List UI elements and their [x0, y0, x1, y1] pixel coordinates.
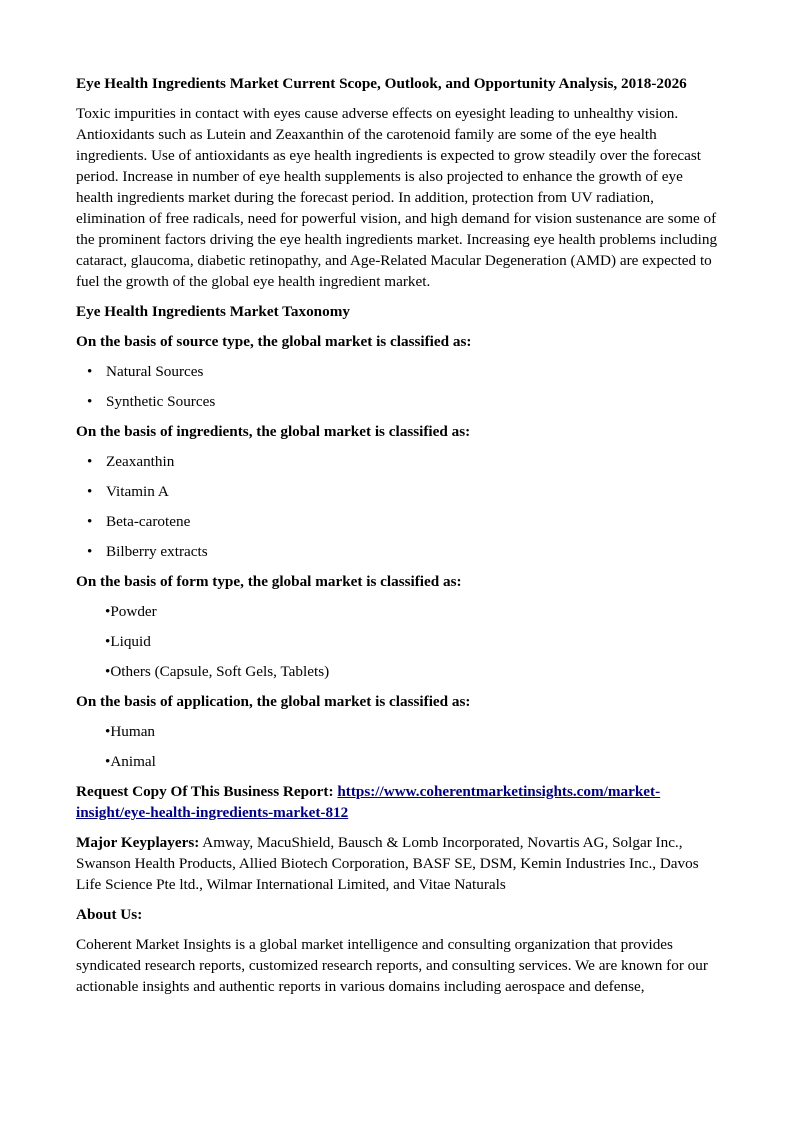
- list-item: [76, 511, 721, 532]
- source-type-heading: On the basis of source type, the global market is classified as:: [76, 333, 472, 350]
- document-page: [76, 73, 721, 1006]
- list-item-label: Synthetic Sources: [106, 393, 216, 410]
- list-item: [76, 451, 721, 472]
- list-item: [76, 541, 721, 562]
- list-item: [76, 481, 721, 502]
- list-item-label: Vitamin A: [106, 483, 169, 500]
- about-paragraph: Coherent Market Insights is a global market intelligence and consulting organization that provides syndicated research reports, customized research reports, and consulting services. We are known for our actionable insights and authentic reports in various domains including aerospace and defense,: [76, 936, 708, 995]
- list-item: •Powder: [105, 603, 157, 620]
- ingredients-list: [76, 451, 721, 562]
- bullet-icon: •: [87, 393, 93, 410]
- application-heading: On the basis of application, the global market is classified as:: [76, 693, 471, 710]
- list-item-label: Bilberry extracts: [106, 543, 208, 560]
- major-keyplayers-paragraph: [76, 832, 721, 895]
- report-link[interactable]: https://www.coherentmarketinsights.com/market-insight/eye-health-ingredients-market-812: [76, 783, 661, 821]
- major-keyplayers-text: Amway, MacuShield, Bausch & Lomb Incorporated, Novartis AG, Solgar Inc., Swanson Health Products, Allied Biotech Corporation, BASF SE, DSM, Kemin Industries Inc., Davos Life Science Pte ltd., Wilmar International Limited, and Vitae Naturals: [76, 834, 699, 893]
- request-copy-line: [76, 781, 721, 823]
- list-item-label: Natural Sources: [106, 363, 204, 380]
- bullet-icon: •: [87, 363, 93, 380]
- ingredients-heading: On the basis of ingredients, the global market is classified as:: [76, 423, 471, 440]
- list-item: [76, 391, 721, 412]
- taxonomy-heading: Eye Health Ingredients Market Taxonomy: [76, 303, 350, 320]
- list-item: •Others (Capsule, Soft Gels, Tablets): [105, 663, 330, 680]
- intro-paragraph: Toxic impurities in contact with eyes cause adverse effects on eyesight leading to unhealthy vision. Antioxidants such as Lutein and Zeaxanthin of the carotenoid family are some of the eye health ingredients. Use of antioxidants as eye health ingredients is expected to grow steadily over the forecast period. Increase in number of eye health supplements is also projected to enhance the growth of eye health ingredients market during the forecast period. In addition, protection from UV radiation, elimination of free radicals, need for powerful vision, and high demand for vision sustenance are some of the prominent factors driving the eye health ingredients market. Increasing eye health problems including cataract, glaucoma, diabetic retinopathy, and Age-Related Macular Degeneration (AMD) are expected to fuel the growth of the global eye health ingredient market.: [76, 105, 718, 290]
- list-item: •Animal: [105, 753, 156, 770]
- application-list: [76, 721, 721, 772]
- source-type-list: [76, 361, 721, 412]
- request-copy-label: Request Copy Of This Business Report:: [76, 783, 338, 800]
- list-item: [76, 361, 721, 382]
- bullet-icon: •: [87, 513, 93, 530]
- bullet-icon: •: [87, 543, 93, 560]
- about-heading: About Us:: [76, 906, 143, 923]
- major-keyplayers-label: Major Keyplayers:: [76, 834, 200, 851]
- list-item: •Human: [105, 723, 156, 740]
- bullet-icon: •: [87, 453, 93, 470]
- document-title: Eye Health Ingredients Market Current Scope, Outlook, and Opportunity Analysis, 2018-2026: [76, 75, 687, 92]
- list-item: •Liquid: [105, 633, 151, 650]
- list-item-label: Beta-carotene: [106, 513, 191, 530]
- form-type-heading: On the basis of form type, the global market is classified as:: [76, 573, 462, 590]
- bullet-icon: •: [87, 483, 93, 500]
- list-item-label: Zeaxanthin: [106, 453, 175, 470]
- form-type-list: [76, 601, 721, 682]
